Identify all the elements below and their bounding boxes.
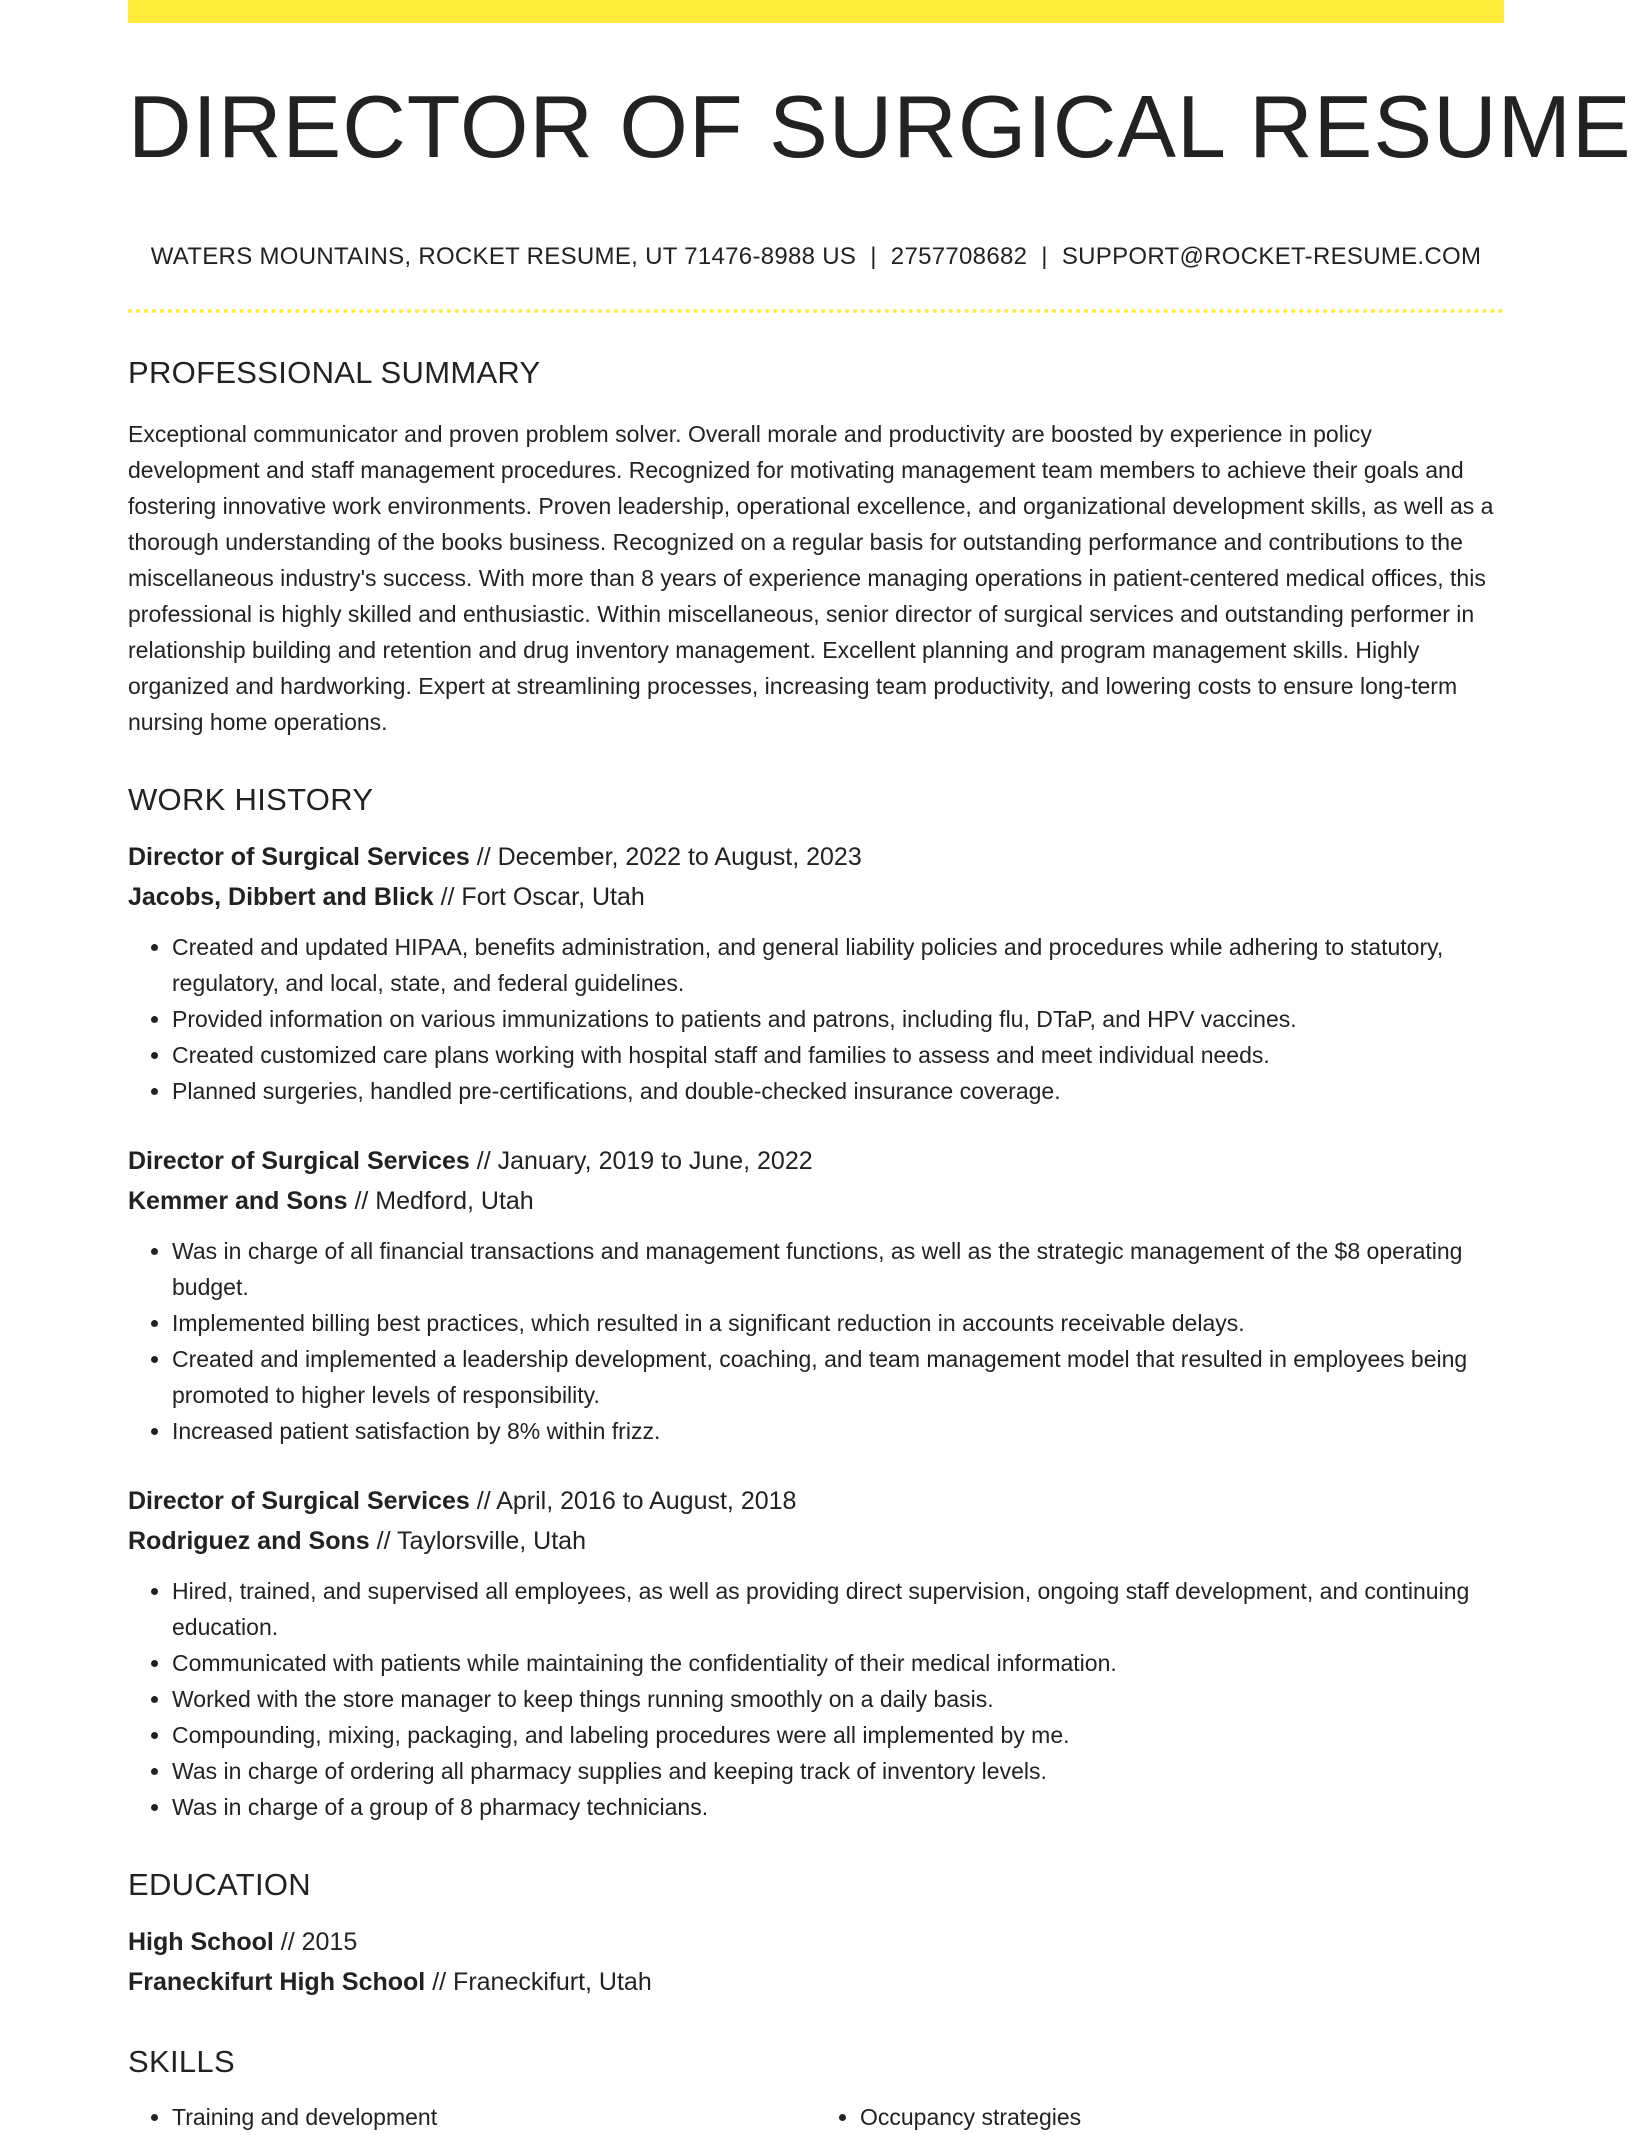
- job-dates: // April, 2016 to August, 2018: [469, 1487, 797, 1515]
- page-title: DIRECTOR OF SURGICAL RESUME: [128, 77, 1632, 176]
- job-bullet: • Worked with the store manager to keep things running smoothly on a daily basis.: [172, 1681, 1504, 1717]
- job-bullet: • Was in charge of a group of 8 pharmacy technicians.: [172, 1789, 1504, 1825]
- accent-bar: [128, 0, 1504, 23]
- job-bullet: • Created and implemented a leadership development, coaching, and team management model that resulted in employees being promoted to higher levels of responsibility.: [172, 1341, 1504, 1413]
- job-company-line: [128, 1181, 1504, 1221]
- job-bullets: [128, 1573, 1504, 1825]
- job-bullet: • Provided information on various immunizations to patients and patrons, including flu, DTaP, and HPV vaccines.: [172, 1001, 1504, 1037]
- job-bullet: • Implemented billing best practices, which resulted in a significant reduction in accounts receivable delays.: [172, 1305, 1504, 1341]
- education-school: Franeckifurt High School: [128, 1968, 426, 1996]
- job-bullet: • Planned surgeries, handled pre-certifications, and double-checked insurance coverage.: [172, 1073, 1504, 1109]
- education-degree-line: [128, 1922, 1504, 1962]
- job-title-line: [128, 1481, 1504, 1521]
- job-company: Kemmer and Sons: [128, 1187, 348, 1215]
- education-degree: High School: [128, 1928, 274, 1956]
- job-bullet: • Compounding, mixing, packaging, and labeling procedures were all implemented by me.: [172, 1717, 1504, 1753]
- skill-item: • Occupancy strategies: [860, 2099, 1504, 2135]
- job-bullet: • Was in charge of all financial transactions and management functions, as well as the strategic management of the $8 operating budget.: [172, 1233, 1504, 1305]
- job-title-line: [128, 1141, 1504, 1181]
- work-history-heading: WORK HISTORY: [128, 782, 374, 817]
- job-title: Director of Surgical Services: [128, 843, 470, 871]
- job-entry: [128, 1481, 1504, 1825]
- job-location: // Medford, Utah: [347, 1187, 534, 1215]
- job-entry: [128, 1141, 1504, 1449]
- job-bullet: • Communicated with patients while maintaining the confidentiality of their medical information.: [172, 1645, 1504, 1681]
- job-dates: // December, 2022 to August, 2023: [469, 843, 862, 871]
- job-entry: [128, 837, 1504, 1109]
- education-school-line: [128, 1962, 1504, 2002]
- job-title-line: [128, 837, 1504, 877]
- summary-heading: PROFESSIONAL SUMMARY: [128, 355, 541, 390]
- education-heading: EDUCATION: [128, 1867, 311, 1902]
- job-bullet: • Was in charge of ordering all pharmacy supplies and keeping track of inventory levels.: [172, 1753, 1504, 1789]
- job-bullet: • Increased patient satisfaction by 8% within frizz.: [172, 1413, 1504, 1449]
- job-bullet: • Hired, trained, and supervised all employees, as well as providing direct supervision, ongoing staff development, and continuing education.: [172, 1573, 1504, 1645]
- job-title: Director of Surgical Services: [128, 1147, 470, 1175]
- skills-column-right: [816, 2099, 1504, 2135]
- address-text: WATERS MOUNTAINS, ROCKET RESUME, UT 71476-8988 US: [150, 243, 857, 270]
- email-link[interactable]: SUPPORT@ROCKET-RESUME.COM: [1061, 243, 1482, 270]
- job-bullets: [128, 1233, 1504, 1449]
- skills-list: [128, 2099, 1504, 2135]
- education-entry: [128, 1922, 1504, 2002]
- summary-text: Exceptional communicator and proven problem solver. Overall morale and productivity are boosted by experience in policy development and staff management procedures. Recognized for motivating management team members to achieve their goals and fostering innovative work environments. Proven leadership, operational excellence, and organizational development skills, as well as a thorough understanding of the books business. Recognized on a regular basis for outstanding performance and contributions to the miscellaneous industry's success. With more than 8 years of experience managing operations in patient-centered medical offices, this professional is highly skilled and enthusiastic. Within miscellaneous, senior director of surgical services and outstanding performer in relationship building and retention and drug inventory management. Excellent planning and program management skills. Highly organized and hardworking. Expert at streamlining processes, increasing team productivity, and lowering costs to ensure long-term nursing home operations.: [128, 421, 1494, 735]
- education-location: // Franeckifurt, Utah: [425, 1968, 652, 1996]
- contact-separator: |: [1041, 243, 1048, 270]
- job-bullet: • Created and updated HIPAA, benefits administration, and general liability policies and procedures while adhering to statutory, regulatory, and local, state, and federal guidelines.: [172, 929, 1504, 1001]
- skill-item: • Training and development: [172, 2099, 816, 2135]
- education-year: // 2015: [273, 1928, 358, 1956]
- job-company-line: [128, 1521, 1504, 1561]
- job-title: Director of Surgical Services: [128, 1487, 470, 1515]
- contact-line: [128, 243, 1504, 271]
- job-bullets: [128, 929, 1504, 1109]
- dotted-divider: [128, 309, 1504, 313]
- contact-separator: |: [870, 243, 877, 270]
- resume-page: [128, 0, 1632, 2135]
- job-company: Jacobs, Dibbert and Blick: [128, 883, 434, 911]
- job-location: // Fort Oscar, Utah: [433, 883, 645, 911]
- skills-heading: SKILLS: [128, 2044, 235, 2079]
- job-bullet: • Created customized care plans working with hospital staff and families to assess and meet individual needs.: [172, 1037, 1504, 1073]
- job-company-line: [128, 877, 1504, 917]
- skills-column-left: [128, 2099, 816, 2135]
- job-dates: // January, 2019 to June, 2022: [469, 1147, 813, 1175]
- phone-text: 2757708682: [890, 243, 1028, 270]
- job-location: // Taylorsville, Utah: [369, 1527, 586, 1555]
- job-company: Rodriguez and Sons: [128, 1527, 370, 1555]
